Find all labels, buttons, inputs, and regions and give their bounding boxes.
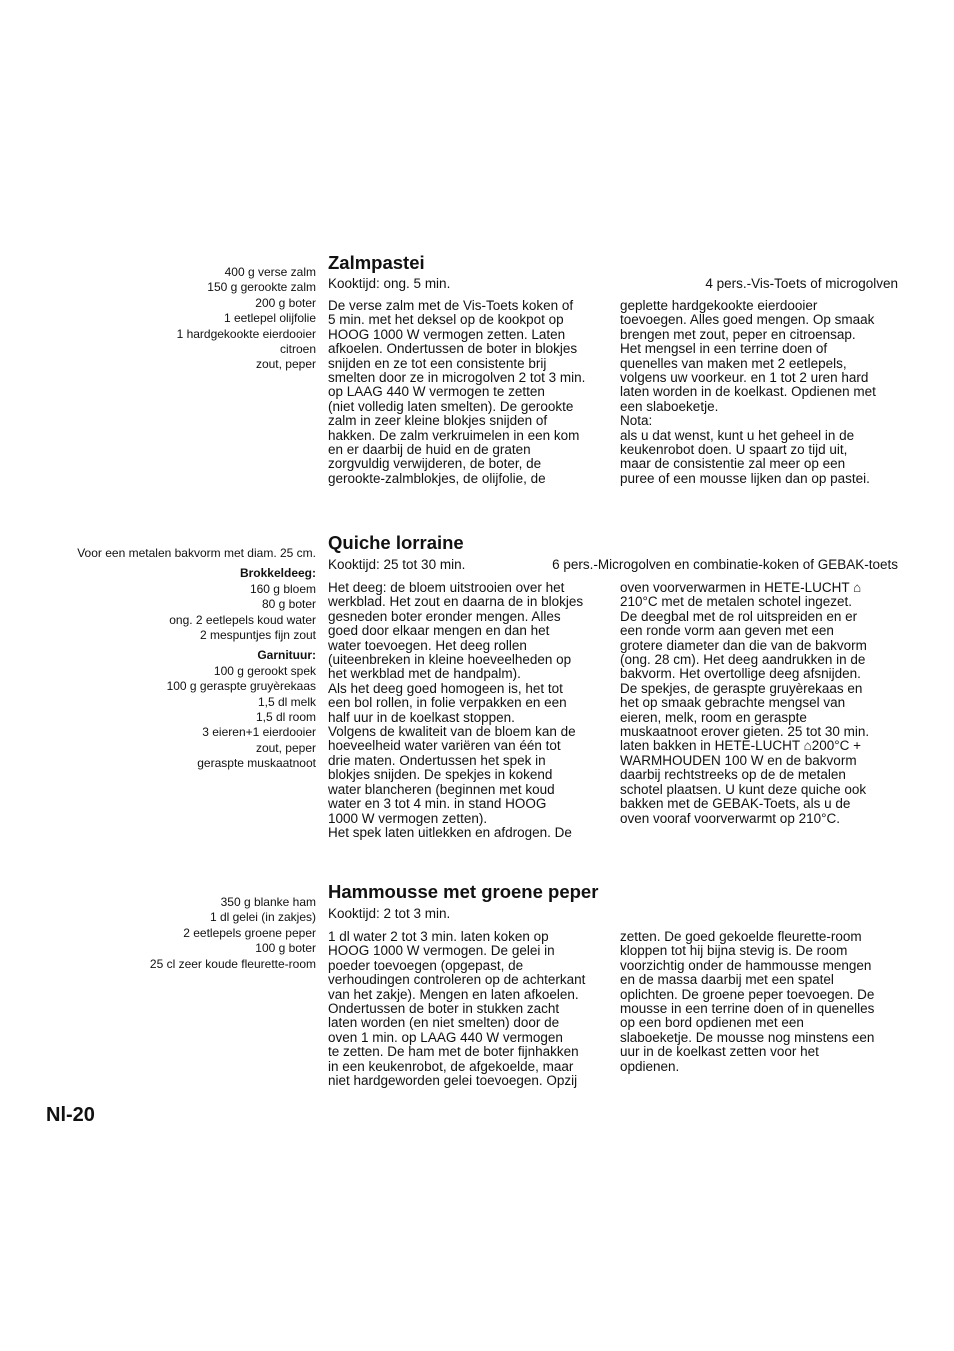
ingredient: 200 g boter [255,295,316,310]
cook-time: Kooktijd: 25 tot 30 min. [328,557,466,572]
recipe-meta [328,557,898,572]
recipe-meta [328,276,898,291]
serving-info: 4 pers.-Vis-Toets of microgolven [705,276,898,291]
ingredient: 100 g boter [255,941,316,956]
cook-time: Kooktijd: 2 tot 3 min. [328,906,451,921]
page-number: Nl-20 [46,1104,95,1126]
ingredient-list [16,265,316,373]
ingredient: 1 hardgekookte eierdooier [176,326,316,341]
ingredient: 100 g gerookt spek [213,663,316,678]
ingredient: 1 dl gelei (in zakjes) [209,910,316,925]
recipe-title: Quiche lorraine [328,532,464,553]
ingredient: ong. 2 eetlepels koud water [169,612,316,627]
recipe-text-column-1: 1 dl water 2 tot 3 min. laten koken op HOOG 1000 W vermogen. De gelei in poeder toevoegen (opgepast, de verhoudingen controleren op de achterkant van het zakje). Mengen en laten afkoelen. Ondertussen de boter in stukken zacht laten worden (en niet smelten) door de oven 1 min. op LAAG 440 W vermogen te zetten. De ham met de boter fijnhakken in een keukenrobot, de afgekoelde, maar niet hardgeworden gelei toevoegen. Opzij [328,929,586,1089]
recipe-title: Hammousse met groene peper [328,881,599,902]
ingredient: 1 eetlepel olijfolie [223,311,316,326]
ingredient: 350 g blanke ham [220,895,316,909]
ingredient: geraspte muskaatnoot [197,756,316,771]
ingredient: 80 g boter [261,597,316,612]
ingredient: 3 eieren+1 eierdooier [202,725,316,740]
ingredient: zout, peper [255,740,316,755]
ingredient-list [16,546,316,772]
serving-info: 6 pers.-Microgolven en combinatie-koken of GEBAK-toets [552,557,898,572]
ingredient: 2 mespuntjes fijn zout [199,628,316,643]
ingredient: 2 eetlepels groene peper [183,925,316,940]
recipe-text-column-2: oven voorverwarmen in HETE-LUCHT ⌂ 210°C met de metalen schotel ingezet. De deegbal met de rol uitspreiden en er een ronde vorm aan geven met een grotere diameter dan die van de bakvorm (ong. 28 cm). Het deeg aandrukken in de bakvorm. Het overtollige deeg afsnijden. De spekjes, de geraspte gruyèrekaas en het op smaak gebrachte mengsel van eieren, melk, room en geraspte muskaatnoot erover gieten. 25 tot 30 min. laten bakken in HETE-LUCHT ⌂200°C + WARMHOUDEN 100 W en de bakvorm daarbij rechtstreeks op de de metalen schotel plaatsen. U kunt deze quiche ook bakken met de GEBAK-Toets, als u de oven vooraf voorverwarmt op 210°C. [620,580,870,826]
ingredient-heading: Brokkeldeeg: [239,566,316,581]
recipe-text-column-1: Het deeg: de bloem uitstrooien over het werkblad. Het zout en daarna de in blokjes gesneden boter eronder mengen. Alles goed door elkaar mengen en dan het water toevoegen. Het deeg rollen (uiteenbreken in kleine hoeveelheden op het werkblad met de handpalm). Als het deeg goed homogeen is, het tot een bol rollen, in folie verpakken en een half uur in de koelkast stoppen. Volgens de kwaliteit van de bloem kan de hoeveelheid water variëren van één tot drie maten. Ondertussen het spek in blokjes snijden. De spekjes in kokend water blancheren (beginnen met koud water en 3 tot 4 min. in stand HOOG 1000 W vermogen zetten). Het spek laten uitlekken en afdrogen. De [328,580,584,840]
ingredient: 1,5 dl melk [257,694,316,709]
ingredient: 25 cl zeer koude fleurette-room [149,956,316,971]
recipe-text-column-1: De verse zalm met de Vis-Toets koken of 5 min. met het deksel op de kookpot op HOOG 1000 W vermogen zetten. Laten afkoelen. Ondertussen de boter in blokjes snijden en ze tot een consistente brij smelten door ze in microgolven 2 tot 3 min. op LAAG 440 W vermogen te zetten (niet volledig laten smelten). De gerookte zalm in zeer kleine blokjes snijden of hakken. De zalm verkruimelen in een kom en er daarbij de huid en de graten zorgvuldig verwijderen, de boter, de gerookte-zalmblokjes, de olijfolie, de [328,298,586,486]
ingredient: 100 g geraspte gruyèrekaas [166,679,316,694]
recipe-text-column-2: zetten. De goed gekoelde fleurette-room kloppen tot hij bijna stevig is. De room voorzichtig onder de hammousse mengen en de massa daarbij met een spatel oplichten. De groene peper toevoegen. De mousse in een terrine doen of in quenelles op een bord opdienen met een slaboeketje. De mousse nog minstens een uur in de koelkast zetten voor het opdienen. [620,929,875,1074]
ingredient-intro: Voor een metalen bakvorm met diam. 25 cm. [77,546,316,560]
ingredient-heading: Garnituur: [257,648,316,663]
ingredient: zout, peper [255,357,316,372]
ingredient: citroen [279,342,316,357]
ingredient: 160 g bloem [249,581,316,596]
ingredient: 150 g gerookte zalm [207,280,316,295]
ingredient-list [16,895,316,972]
ingredient: 400 g verse zalm [224,265,316,279]
recipe-meta [328,906,898,921]
ingredient: 1,5 dl room [255,710,316,725]
recipe-text-column-2: geplette hardgekookte eierdooier toevoegen. Alles goed mengen. Op smaak brengen met zout, peper en citroensap. Het mengsel in een terrine doen of quenelles van maken met 2 eetlepels, volgens uw voorkeur. en 1 tot 2 uren hard laten worden in de koelkast. Opdienen met een slaboeketje. Nota: als u dat wenst, kunt u het geheel in de keukenrobot doen. U spaart zo tijd uit, maar de consistentie zal meer op een puree of een mousse lijken dan op pastei. [620,298,876,486]
cook-time: Kooktijd: ong. 5 min. [328,276,451,291]
recipe-title: Zalmpastei [328,252,425,273]
